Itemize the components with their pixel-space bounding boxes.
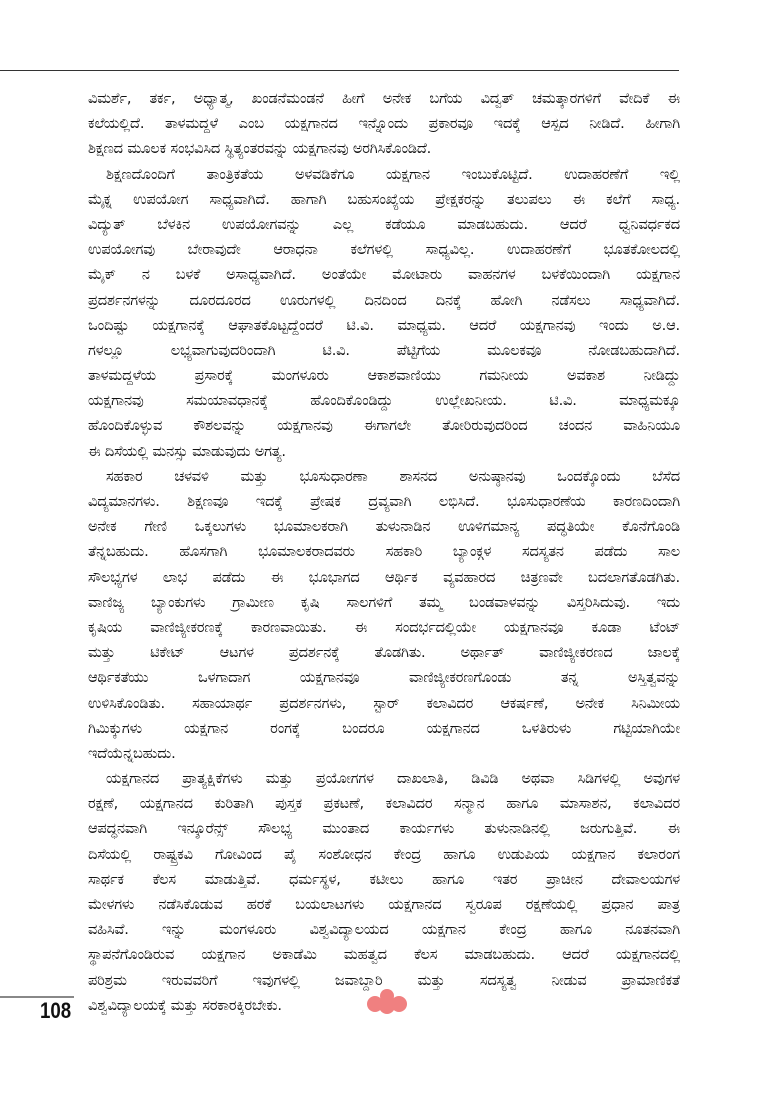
text-line: ಈ ದಿಸೆಯಲ್ಲಿ ಮನಸ್ಸು ಮಾಡುವುದು ಅಗತ್ಯ.: [88, 442, 286, 460]
text-line: ಗಿಮಿಕ್ಕುಗಳು ಯಕ್ಷಗಾನ ರಂಗಕ್ಕೆ ಬಂದರೂ ಯಕ್ಷಗಾನದ ಒಳತಿರುಳು ಗಟ್ಟಿಯಾಗಿಯೇ: [88, 719, 680, 737]
text-line: ಗಳಲ್ಲೂ ಲಭ್ಯವಾಗುವುದರಿಂದಾಗಿ ಟಿ.ವಿ. ಪೆಟ್ಟಿಗೆಯ ಮೂಲಕವೂ ನೋಡಬಹುದಾಗಿದೆ.: [88, 341, 680, 359]
text-line: ವಿದ್ಯಮಾನಗಳು. ಶಿಕ್ಷಣವೂ ಇದಕ್ಕೆ ಪ್ರೇಷಕ ದ್ರವ್ಯವಾಗಿ ಲಭಿಸಿದೆ. ಭೂಸುಧಾರಣೆಯ ಕಾರಣದಿಂದಾಗಿ: [88, 493, 680, 510]
paragraph: [88, 86, 680, 162]
text-line: ಮೇಳಗಳು ನಡೆಸಿಕೊಡುವ ಹರಕೆ ಬಯಲಾಟಗಳು ಯಕ್ಷಗಾನದ ಸ್ವರೂಪ ರಕ್ಷಣೆಯಲ್ಲಿ ಪ್ರಧಾನ ಪಾತ್ರ: [88, 896, 680, 913]
text-line: ಶಿಕ್ಷಣದ ಮೂಲಕ ಸಂಭವಿಸಿದ ಸ್ಥಿತ್ಯಂತರವನ್ನು ಯಕ್ಷಗಾನವು ಅರಗಿಸಿಕೊಂಡಿದೆ.: [88, 140, 432, 158]
text-line: ಒಂದಿಷ್ಟು ಯಕ್ಷಗಾನಕ್ಕೆ ಆಘಾತಕೊಟ್ಟದ್ದೆಂದರೆ ಟಿ.ವಿ. ಮಾಧ್ಯಮ. ಆದರೆ ಯಕ್ಷಗಾನವು ಇಂದು ಅ.ಆ.: [88, 316, 680, 334]
flower-ornament-icon: [364, 987, 410, 1015]
text-line: ಉಳಿಸಿಕೊಂಡಿತು. ಸಹಾಯಾರ್ಥ ಪ್ರದರ್ಶನಗಳು, ಸ್ಟಾರ್ ಕಲಾವಿದರ ಆಕರ್ಷಣೆ, ಅನೇಕ ಸಿನಿಮೀಯ: [88, 694, 680, 712]
text-line: ವಿಮರ್ಶೆ, ತರ್ಕ, ಅಧ್ಯಾತ್ಮ, ಖಂಡನೆಮಂಡನೆ ಹೀಗೆ ಅನೇಕ ಬಗೆಯ ವಿದ್ವತ್ ಚಮತ್ಕಾರಗಳಿಗೆ ವೇದಿಕೆ ಈ: [88, 90, 680, 107]
text-line: ಯಕ್ಷಗಾನದ ಪ್ರಾತ್ಯಕ್ಷಿಕೆಗಳು ಮತ್ತು ಪ್ರಯೋಗಗಳ ದಾಖಲಾತಿ, ಡಿವಿಡಿ ಅಥವಾ ಸಿಡಿಗಳಲ್ಲಿ ಅವುಗಳ: [106, 770, 680, 788]
text-line: ವಿಶ್ವವಿದ್ಯಾಲಯಕ್ಕೆ ಮತ್ತು ಸರಕಾರಕ್ಕಿರಬೇಕು.: [88, 996, 282, 1014]
text-line: ಆಪದ್ಧನವಾಗಿ ಇನ್ಶೂರೆನ್ಸ್ ಸೌಲಭ್ಯ ಮುಂತಾದ ಕಾರ್ಯಗಳು ತುಳುನಾಡಿನಲ್ಲಿ ಜರುಗುತ್ತಿವೆ. ಈ: [88, 820, 680, 838]
text-line: ಹೊಂದಿಕೊಳ್ಳುವ ಕೌಶಲವನ್ನು ಯಕ್ಷಗಾನವು ಈಗಾಗಲೇ ತೋರಿರುವುದರಿಂದ ಚಂದನ ವಾಹಿನಿಯೂ: [88, 417, 680, 435]
text-line: ಇದೆಯೆನ್ನಬಹುದು.: [88, 744, 176, 762]
text-line: ಪ್ರದರ್ಶನಗಳನ್ನು ದೂರದೂರದ ಊರುಗಳಲ್ಲಿ ದಿನದಿಂದ ದಿನಕ್ಕೆ ಹೋಗಿ ನಡೆಸಲು ಸಾಧ್ಯವಾಗಿದೆ.: [88, 291, 680, 309]
text-line: ಅನೇಕ ಗೇಣಿ ಒಕ್ಕಲುಗಳು ಭೂಮಾಲಕರಾಗಿ ತುಳುನಾಡಿನ ಊಳಿಗಮಾನ್ಯ ಪದ್ಧತಿಯೇ ಕೊನೆಗೊಂಡಿ: [88, 518, 680, 536]
text-line: ಆರ್ಥಿಕತೆಯು ಒಳಗಾದಾಗ ಯಕ್ಷಗಾನವೂ ವಾಣಿಜ್ಯೀಕರಣಗೊಂಡು ತನ್ನ ಅಸ್ತಿತ್ವವನ್ನು: [88, 669, 680, 687]
text-line: ಕೃಷಿಯ ವಾಣಿಜ್ಯೀಕರಣಕ್ಕೆ ಕಾರಣವಾಯಿತು. ಈ ಸಂದರ್ಭದಲ್ಲಿಯೇ ಯಕ್ಷಗಾನವೂ ಕೂಡಾ ಟೆಂಟ್: [88, 618, 680, 636]
text-line: ಸ್ಥಾಪನೆಗೊಂಡಿರುವ ಯಕ್ಷಗಾನ ಅಕಾಡೆಮಿ ಮಹತ್ವದ ಕೆಲಸ ಮಾಡಬಹುದು. ಆದರೆ ಯಕ್ಷಗಾನದಲ್ಲಿ: [88, 946, 680, 964]
text-line: ವಾಣಿಜ್ಯ ಬ್ಯಾಂಕುಗಳು ಗ್ರಾಮೀಣ ಕೃಷಿ ಸಾಲಗಳಿಗೆ ತಮ್ಮ ಬಂಡವಾಳವನ್ನು ವಿಸ್ತರಿಸಿದುವು. ಇದು: [88, 593, 680, 611]
text-line: ವಹಿಸಿವೆ. ಇನ್ನು ಮಂಗಳೂರು ವಿಶ್ವವಿದ್ಯಾಲಯದ ಯಕ್ಷಗಾನ ಕೇಂದ್ರ ಹಾಗೂ ನೂತನವಾಗಿ: [88, 921, 680, 939]
header-rule: [0, 70, 679, 71]
text-line: ಶಿಕ್ಷಣದೊಂದಿಗೆ ತಾಂತ್ರಿಕತೆಯ ಅಳವಡಿಕೆಗೂ ಯಕ್ಷಗಾನ ಇಂಬುಕೊಟ್ಟಿದೆ. ಉದಾಹರಣೆಗೆ ಇಲ್ಲಿ: [106, 165, 680, 183]
text-line: ತಾಳಮದ್ದಳೆಯ ಪ್ರಸಾರಕ್ಕೆ ಮಂಗಳೂರು ಆಕಾಶವಾಣಿಯು ಗಮನೀಯ ಅವಕಾಶ ನೀಡಿದ್ದು: [88, 367, 680, 385]
text-line: ಸೌಲಭ್ಯಗಳ ಲಾಭ ಪಡೆದು ಈ ಭೂಭಾಗದ ಆರ್ಥಿಕ ವ್ಯವಹಾರದ ಚಿತ್ರಣವೇ ಬದಲಾಗತೊಡಗಿತು.: [88, 568, 680, 586]
body-text: [88, 86, 680, 1018]
text-line: ತೆನ್ನಬಹುದು. ಹೊಸಗಾಗಿ ಭೂಮಾಲಕರಾದವರು ಸಹಕಾರಿ ಬ್ಯಾಂಕ್ಗಳ ಸದಸ್ಯತನ ಪಡೆದು ಸಾಲ: [88, 543, 680, 561]
text-line: ದಿಸೆಯಲ್ಲಿ ರಾಷ್ಟ್ರಕವಿ ಗೋವಿಂದ ಪೈ ಸಂಶೋಧನ ಕೇಂದ್ರ ಹಾಗೂ ಉಡುಪಿಯ ಯಕ್ಷಗಾನ ಕಲಾರಂಗ: [88, 845, 680, 863]
text-line: ಮೈಕ್ನ ಉಪಯೋಗ ಸಾಧ್ಯವಾಗಿದೆ. ಹಾಗಾಗಿ ಬಹುಸಂಖ್ಯೆಯ ಪ್ರೇಕ್ಷಕರನ್ನು ತಲುಪಲು ಈ ಕಲೆಗೆ ಸಾಧ್ಯ.: [88, 190, 680, 208]
text-line: ರಕ್ಷಣೆ, ಯಕ್ಷಗಾನದ ಕುರಿತಾಗಿ ಪುಸ್ತಕ ಪ್ರಕಟಣೆ, ಕಲಾವಿದರ ಸನ್ಮಾನ ಹಾಗೂ ಮಾಸಾಶನ, ಕಲಾವಿದರ: [88, 795, 680, 813]
text-line: ಸಾರ್ಥಕ ಕೆಲಸ ಮಾಡುತ್ತಿವೆ. ಧರ್ಮಸ್ಥಳ, ಕಟೀಲು ಹಾಗೂ ಇತರ ಪ್ರಾಚೀನ ದೇವಾಲಯಗಳ: [88, 870, 680, 888]
page-number: 108: [40, 998, 72, 1023]
paragraph: [88, 162, 680, 464]
text-line: ಮತ್ತು ಟಿಕೇಟ್ ಆಟಗಳ ಪ್ರದರ್ಶನಕ್ಕೆ ತೊಡಗಿತು. ಅರ್ಥಾತ್ ವಾಣಿಜ್ಯೀಕರಣದ ಜಾಲಕ್ಕೆ: [88, 644, 680, 662]
text-line: ಯಕ್ಷಗಾನವು ಸಮಯಾವಧಾನಕ್ಕೆ ಹೊಂದಿಕೊಂಡಿದ್ದು ಉಲ್ಲೇಖನೀಯ. ಟಿ.ವಿ. ಮಾಧ್ಯಮಕ್ಕೂ: [88, 392, 680, 410]
paragraph: [88, 464, 680, 766]
text-line: ಕಲೆಯಲ್ಲಿದೆ. ತಾಳಮದ್ದಳೆ ಎಂಬ ಯಕ್ಷಗಾನದ ಇನ್ನೊಂದು ಪ್ರಕಾರವೂ ಇದಕ್ಕೆ ಆಸ್ಪದ ನೀಡಿದೆ. ಹೀಗಾಗಿ: [88, 115, 680, 133]
text-line: ಮೈಕ್ ನ ಬಳಕೆ ಅಸಾಧ್ಯವಾಗಿದೆ. ಅಂತೆಯೇ ಮೋಟಾರು ವಾಹನಗಳ ಬಳಕೆಯಿಂದಾಗಿ ಯಕ್ಷಗಾನ: [88, 266, 680, 284]
text-line: ಉಪಯೋಗವು ಬೇರಾವುದೇ ಆರಾಧನಾ ಕಲೆಗಳಲ್ಲಿ ಸಾಧ್ಯವಿಲ್ಲ. ಉದಾಹರಣೆಗೆ ಭೂತಕೋಲದಲ್ಲಿ: [88, 241, 680, 259]
text-line: ವಿದ್ಯುತ್ ಬೆಳಕಿನ ಉಪಯೋಗವನ್ನು ಎಲ್ಲ ಕಡೆಯೂ ಮಾಡಬಹುದು. ಆದರೆ ಧ್ವನಿವರ್ಧಕದ: [88, 215, 680, 233]
text-line: ಸಹಕಾರ ಚಳವಳಿ ಮತ್ತು ಭೂಸುಧಾರಣಾ ಶಾಸನದ ಅನುಷ್ಠಾನವು ಒಂದಕ್ಕೊಂದು ಬೆಸೆದ: [106, 467, 680, 485]
paragraph: [88, 766, 680, 1018]
text-line: ಪರಿಶ್ರಮ ಇರುವವರಿಗೆ ಇವುಗಳಲ್ಲಿ ಜವಾಬ್ದಾರಿ ಮತ್ತು ಸದಸ್ಯತ್ವ ನೀಡುವ ಪ್ರಾಮಾಣಿಕತೆ: [88, 971, 680, 989]
